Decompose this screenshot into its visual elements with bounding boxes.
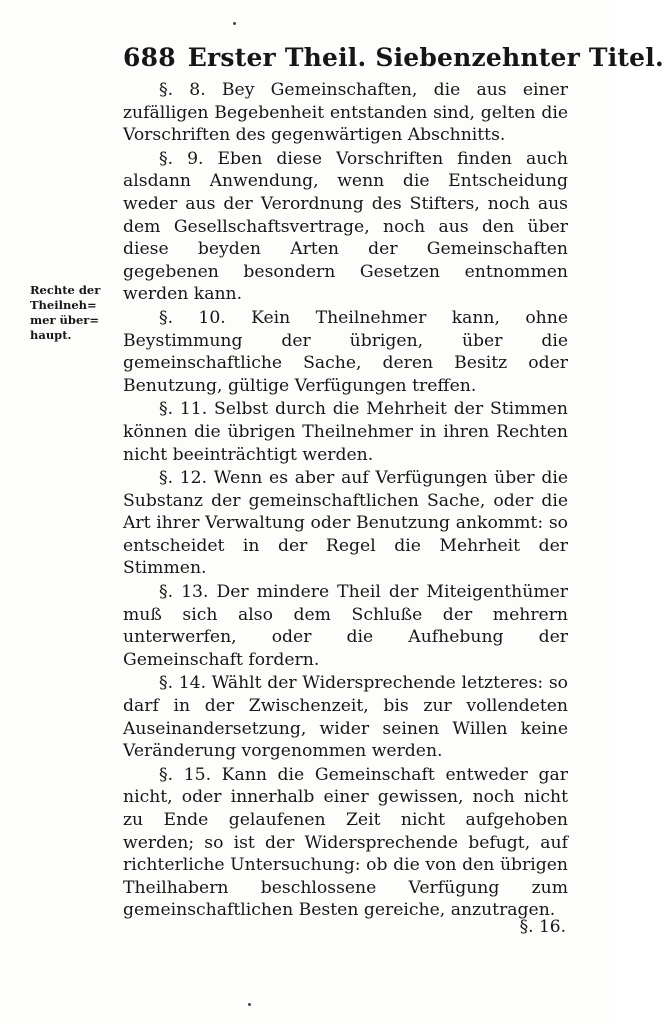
marginal-note-line: Theilneh=: [30, 298, 97, 312]
main-text: [123, 79, 568, 922]
paragraph-section-10: §. 10. Kein Theilnehmer kann, ohne Beystimmung der übrigen, über die gemeinschaftliche Sache, deren Besitz oder Benutzung, gültige Verfügungen treffen.: [123, 307, 568, 396]
ink-speck: [248, 1003, 251, 1006]
marginal-note-line: mer über=: [30, 313, 99, 327]
paragraph-section-12: §. 12. Wenn es aber auf Verfügungen über die Substanz der gemeinschaftlichen Sache, oder die Art ihrer Verwaltung oder Benutzung ankommt: so entscheidet in der Regel die Mehrheit der Stimmen.: [123, 468, 568, 579]
running-header: [123, 38, 664, 78]
marginal-note-line: haupt.: [30, 328, 72, 342]
catchword: §. 16.: [519, 917, 566, 937]
marginal-note: [30, 283, 114, 343]
paragraph-section-11: §. 11. Selbst durch die Mehrheit der Stimmen können die übrigen Theilnehmer in ihren Rechten nicht beeinträchtigt werden.: [123, 399, 568, 465]
marginal-note-line: Rechte der: [30, 283, 101, 297]
ink-speck: [233, 22, 236, 25]
paragraph-section-13: §. 13. Der mindere Theil der Miteigenthümer muß sich also dem Schluße der mehrern unterwerfen, oder die Aufhebung der Gemeinschaft fordern.: [123, 582, 568, 670]
paragraph-section-15: §. 15. Kann die Gemeinschaft entweder gar nicht, oder innerhalb einer gewissen, noch nicht zu Ende gelaufenen Zeit nicht aufgehoben werden; so ist der Widersprechende befugt, auf richterliche Untersuchung: ob die von den übrigen Theilhabern beschlossene Verfügung zum gemeinschaftlichen Besten gereiche, anzutragen.: [123, 764, 568, 921]
paragraph-section-8: §. 8. Bey Gemeinschaften, die aus einer zufälligen Begebenheit entstanden sind, gelten die Vorschriften des gegenwärtigen Abschnitts.: [123, 80, 568, 146]
page-number: 688: [123, 43, 176, 72]
running-title: Erster Theil. Siebenzehnter Titel.: [187, 43, 664, 72]
paragraph-section-9: §. 9. Eben diese Vorschriften finden auch alsdann Anwendung, wenn die Entscheidung weder aus der Verordnung des Stifters, noch aus dem Gesellschaftsvertrage, noch aus den über diese beyden Arten der Gemeinschaften gegebenen besondern Gesetzen entnommen werden kann.: [123, 148, 568, 305]
paragraph-section-14: §. 14. Wählt der Widersprechende letzteres: so darf in der Zwischenzeit, bis zur vollendeten Auseinandersetzung, wider seinen Willen keine Veränderung vorgenommen werden.: [123, 673, 568, 762]
